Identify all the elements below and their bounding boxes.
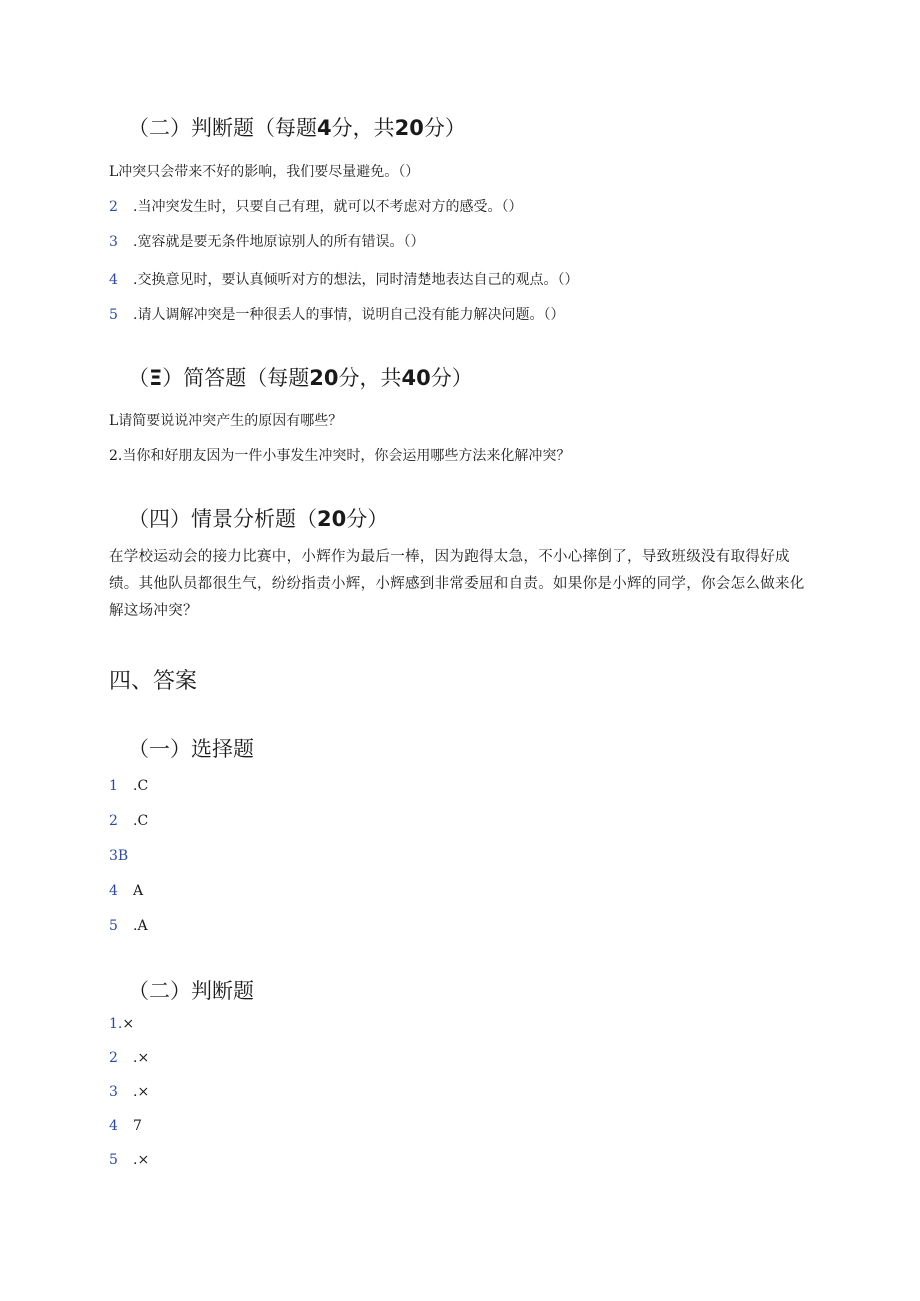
answer-judge-3: 3 .× [109,1084,150,1100]
judgement-item-1: L冲突只会带来不好的影响，我们要尽量避免。（） [109,164,420,180]
judgement-item-5: 5 .请人调解冲突是一种很丢人的事情，说明自己没有能力解决问题。（） [109,307,565,323]
scenario-heading: （四）情景分析题（20分） [128,507,389,531]
judgement-heading: （二）判断题（每题4分，共20分） [128,116,466,140]
answers-judge-heading: （二）判断题 [128,979,254,1003]
answer-judge-1: 1.× [109,1016,135,1032]
judgement-item-2: 2 .当冲突发生时，只要自己有理，就可以不考虑对方的感受。（） [109,199,523,215]
judgement-item-3: 3 .宽容就是要无条件地原谅别人的所有错误。（） [109,234,425,250]
answer-judge-5: 5 .× [109,1152,150,1168]
answer-judge-2: 2 .× [109,1050,150,1066]
answer-choice-5: 5 .A [109,918,148,934]
item-number: 2 [109,199,118,215]
answers-title: 四、答案 [109,669,198,694]
judgement-item-4: 4 .交换意见时，要认真倾听对方的想法，同时清楚地表达自己的观点。（） [109,272,579,288]
item-number: 4 [109,272,118,288]
answer-choice-2: 2 .C [109,813,149,829]
short-answer-heading: （Ξ）简答题（每题20分，共40分） [128,366,473,390]
answer-choice-3: 3B [109,848,129,864]
short-answer-item-1: L请简要说说冲突产生的原因有哪些？ [109,413,343,429]
short-answer-item-2: 2.当你和好朋友因为一件小事发生冲突时，你会运用哪些方法来化解冲突？ [109,448,571,464]
answer-judge-4: 4 7 [109,1118,142,1134]
item-number: 5 [109,307,118,323]
scenario-text: 在学校运动会的接力比赛中，小辉作为最后一棒，因为跑得太急，不小心摔倒了，导致班级没有取得好成绩。其他队员都很生气，纷纷指责小辉，小辉感到非常委屈和自责。如果你是小辉的同学，你会怎么做来化解这场冲突？ [109,549,805,619]
answers-choice-heading: （一）选择题 [128,737,254,761]
answer-choice-4: 4 A [109,883,144,899]
answer-choice-1: 1 .C [109,778,149,794]
item-number: 3 [109,234,118,250]
